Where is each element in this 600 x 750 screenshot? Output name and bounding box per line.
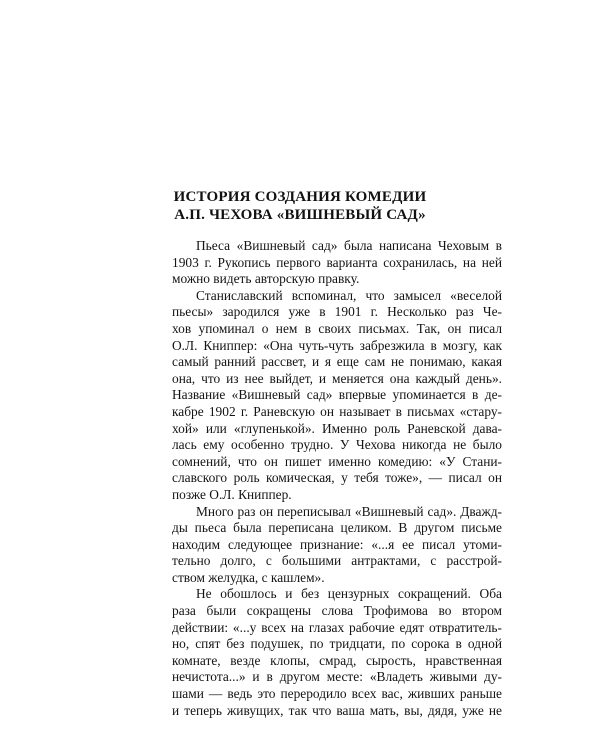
text-line: шами — ведь это переродило всех вас, живших раньше [172,686,502,702]
text-line: Не обошлось и без цензурных сокращений. Оба [196,586,502,602]
text-line: можно видеть авторскую правку. [172,271,360,287]
text-line: кабре 1902 г. Раневскую он называет в письмах «стару- [172,403,502,419]
text-line: сомнений, что он пишет именно комедию: «У Стани- [172,453,502,469]
paragraph [172,586,502,719]
text-line: она, что из нее выйдет, и меняется она каждый день». [172,370,502,386]
text-line: тельно долго, с большими антрактами, с расстрой- [172,553,502,569]
text-line: раза были сокращены слова Трофимова во втором [172,603,502,619]
paragraph [172,288,502,504]
paragraph [172,504,502,587]
text-line: но, спят без подушек, по тридцати, по сорока в одной [172,636,502,652]
text-line: Много раз он переписывал «Вишневый сад». Дважд- [196,503,502,519]
text-line: ством желудка, с кашлем». [172,569,325,585]
text-line: и теперь живущих, так что ваша мать, вы, дядя, уже не [172,702,502,718]
text-line: действии: «...у всех на глазах рабочие едят отвратитель- [172,619,502,635]
text-line: славского роль комическая, у тебя тоже», — писал он [172,470,502,486]
text-line: Название «Вишневый сад» впервые упоминается в де- [172,387,502,403]
text-line: 1903 г. Рукопись первого варианта сохранилась, на ней [172,254,502,270]
text-line: ды пьеса была переписана целиком. В другом письме [172,520,502,536]
text-line: хов упоминал о нем в своих письмах. Так, он писал [172,320,502,336]
text-line: лась ему особенно трудно. У Чехова никогда не было [172,437,502,453]
text-line: хой» или «глупенькой». Именно роль Раневской дава- [172,420,502,436]
text-line: нечистота...» и в другом месте: «Владеть живыми ду- [172,669,502,685]
chapter-title [120,188,480,224]
text-line: позже О.Л. Книппер. [172,486,292,502]
chapter-title-line-1: ИСТОРИЯ СОЗДАНИЯ КОМЕДИИ [173,189,427,205]
body-text [172,238,502,719]
text-line: О.Л. Книппер: «Она чуть-чуть забрезжила в мозгу, как [172,337,502,353]
text-line: Станиславский вспоминал, что замысел «веселой [196,287,502,303]
text-line: пьесы» зародился уже в 1901 г. Несколько раз Че- [172,304,502,320]
text-line: самый ранний рассвет, и я еще сам не понимаю, какая [172,354,502,370]
text-line: комнате, везде клопы, смрад, сырость, нравственная [172,652,502,668]
text-line: Пьеса «Вишневый сад» была написана Чеховым в [196,238,502,253]
paragraph [172,238,502,288]
chapter-title-line-2: А.П. ЧЕХОВА «ВИШНЕВЫЙ САД» [174,207,426,223]
text-line: находим следующее признание: «...я ее писал утоми- [172,536,502,552]
